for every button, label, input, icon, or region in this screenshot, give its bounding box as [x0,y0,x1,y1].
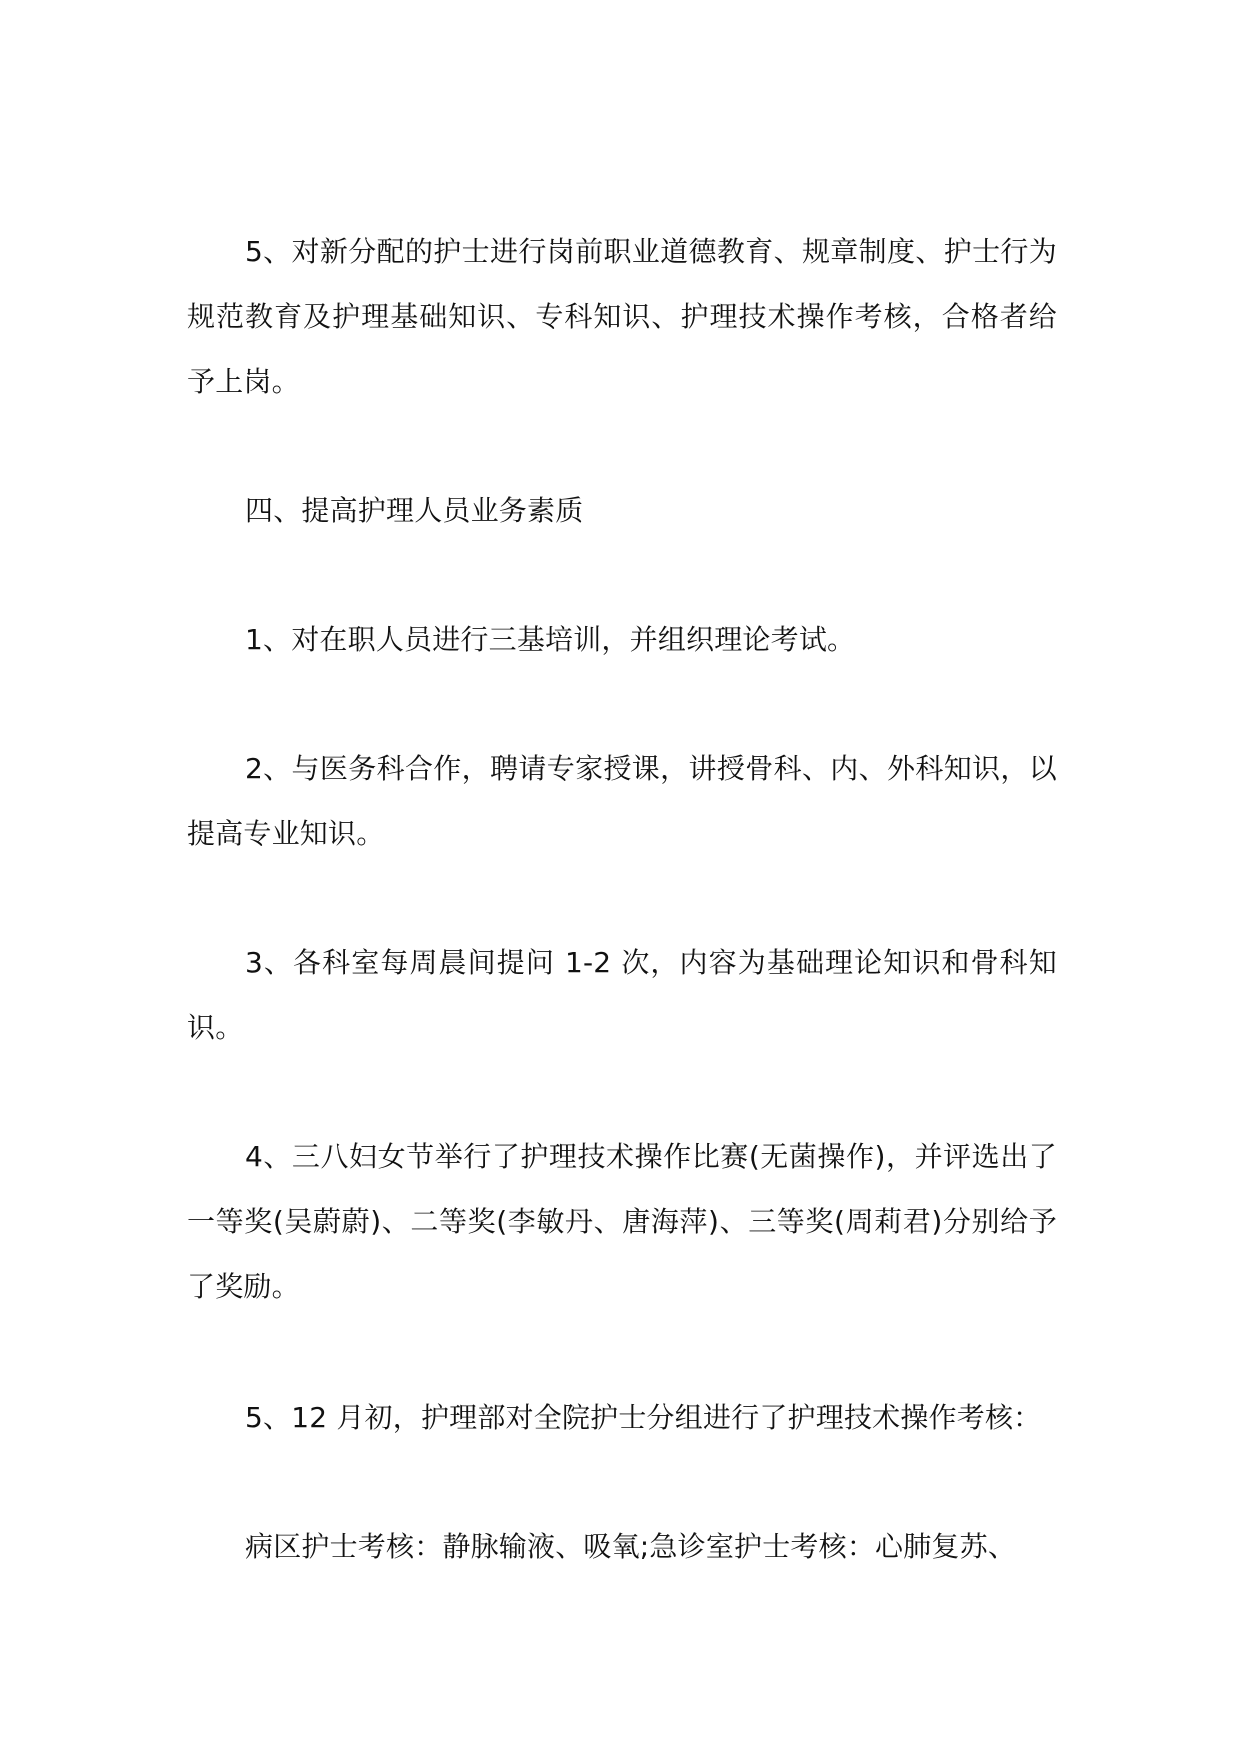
paragraph-item-1: 1、对在职人员进行三基培训，并组织理论考试。 [245,623,856,656]
section-heading-improve-quality: 四、提高护理人员业务素质 [245,494,584,527]
paragraph-item-2: 2、与医务科合作，聘请专家授课，讲授骨科、内、外科知识，以提高专业知识。 [187,752,1057,850]
paragraph-new-nurse-training: 5、对新分配的护士进行岗前职业道德教育、规章制度、护士行为规范教育及护理基础知识、专科知识、护理技术操作考核，合格者给予上岗。 [187,235,1057,398]
paragraph-item-4: 4、三八妇女节举行了护理技术操作比赛(无菌操作)，并评选出了一等奖(吴蔚蔚)、二等奖(李敏丹、唐海萍)、三等奖(周莉君)分别给予了奖励。 [187,1140,1057,1303]
paragraph-item-5: 5、12 月初，护理部对全院护士分组进行了护理技术操作考核： [245,1401,1042,1434]
paragraph-assessment-details: 病区护士考核：静脉输液、吸氧;急诊室护士考核：心肺复苏、 [245,1530,1017,1563]
paragraph-item-3: 3、各科室每周晨间提问 1-2 次，内容为基础理论知识和骨科知识。 [187,946,1057,1044]
